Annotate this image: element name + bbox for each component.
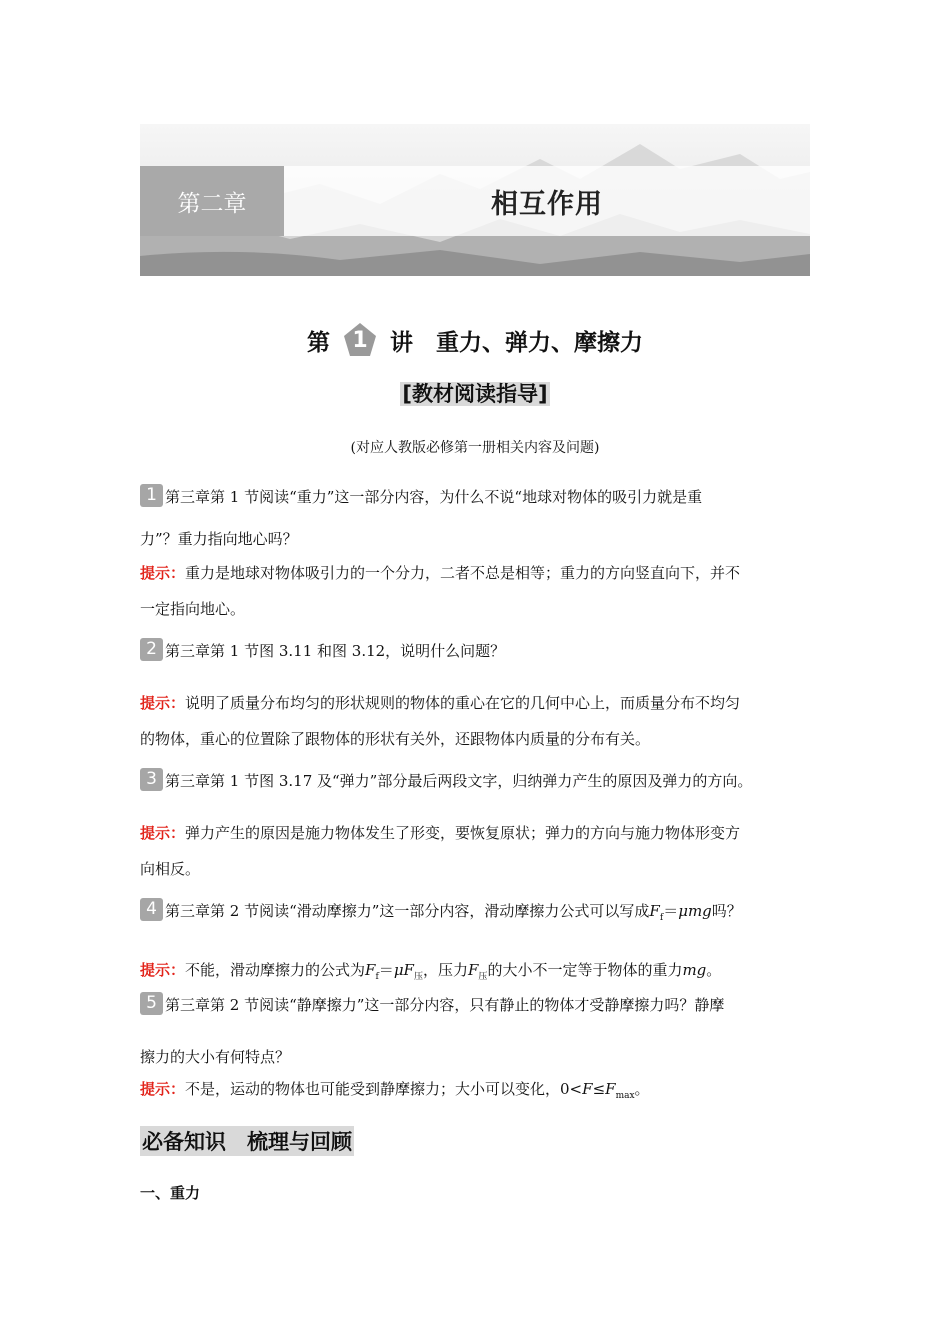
hint-formula-Fmax: F	[605, 1080, 616, 1098]
hint-label: 提示：	[140, 564, 186, 582]
question-number-badge: 3	[140, 768, 163, 791]
chapter-label: 第二章	[140, 166, 284, 236]
hint-label: 提示：	[140, 1080, 186, 1098]
hint-text: 的大小不一定等于物体的重力	[487, 961, 683, 979]
guide-subheading: (对应人教版必修第一册相关内容及问题)	[350, 440, 600, 456]
question-number-badge: 5	[140, 992, 163, 1015]
sub-heading: 一、重力	[140, 1184, 201, 1202]
formula-sub-f: f	[659, 913, 664, 923]
hint-text: 。	[634, 1080, 650, 1098]
question-4	[140, 896, 812, 992]
hint-text: 说明了质量分布均匀的形状规则的物体的重心在它的几何中心上，而质量分布不均匀	[185, 694, 741, 712]
hint-eq: ＝	[378, 961, 394, 979]
question-text: 第三章第 2 节阅读“静摩擦力”这一部分内容，只有静止的物体才受静摩擦力吗？静摩	[165, 996, 725, 1014]
question-3	[140, 766, 812, 884]
hint-sub-ya: 压	[478, 972, 488, 982]
hint-formula-F: F	[468, 961, 479, 979]
hint-text: 向相反。	[140, 860, 201, 878]
lecture-prefix: 第	[307, 329, 330, 356]
section-heading: 必备知识 梳理与回顾	[140, 1126, 354, 1156]
hint-formula-F: F	[365, 961, 376, 979]
lecture-number-badge	[342, 322, 378, 358]
hint-sub-ya: 压	[413, 972, 423, 982]
lecture-suffix: 讲 重力、弹力、摩擦力	[390, 329, 643, 356]
hint-le: ≤	[592, 1080, 606, 1098]
hint-sub-f: f	[375, 972, 379, 982]
question-text: 第三章第 1 节图 3.17 及“弹力”部分最后两段文字，归纳弹力产生的原因及弹力的方向。	[165, 772, 753, 790]
hint-text: 。	[706, 961, 722, 979]
question-tail: 吗？	[711, 902, 742, 920]
question-number-badge: 2	[140, 638, 163, 661]
question-text: 第三章第 1 节图 3.11 和图 3.12，说明什么问题？	[165, 642, 506, 660]
question-number-badge: 4	[140, 898, 163, 921]
hint-text: 的物体，重心的位置除了跟物体的形状有关外，还跟物体内质量的分布有关。	[140, 730, 651, 748]
hint-formula-mg: mg	[682, 961, 707, 979]
question-1	[140, 482, 812, 624]
question-text: 第三章第 2 节阅读“滑动摩擦力”这一部分内容，滑动摩擦力公式可以写成	[165, 902, 650, 920]
question-text: 力”？重力指向地心吗？	[140, 530, 298, 548]
question-2	[140, 636, 812, 754]
hint-label: 提示：	[140, 961, 186, 979]
lecture-number: 1	[352, 327, 368, 353]
hint-text: 重力是地球对物体吸引力的一个分力，二者不总是相等；重力的方向竖直向下，并不	[185, 564, 741, 582]
hint-label: 提示：	[140, 694, 186, 712]
hint-sub-max: max	[615, 1091, 635, 1101]
chapter-title: 相互作用	[491, 188, 603, 220]
guide-heading: [教材阅读指导]	[402, 382, 548, 406]
question-5	[140, 990, 812, 1111]
hint-text: 不能，滑动摩擦力的公式为	[185, 961, 366, 979]
hint-text: ，压力	[422, 961, 468, 979]
hint-text: 不是，运动的物体也可能受到静摩擦力；大小可以变化，0<	[185, 1080, 583, 1098]
lecture-title	[0, 322, 950, 358]
hint-label: 提示：	[140, 824, 186, 842]
hint-formula-muF: μF	[393, 961, 414, 979]
question-number-badge: 1	[140, 484, 163, 507]
hint-formula-F: F	[582, 1080, 593, 1098]
formula-F: F	[649, 902, 660, 920]
question-text: 擦力的大小有何特点？	[140, 1048, 291, 1066]
hint-text: 弹力产生的原因是施力物体发生了形变，要恢复原状；弹力的方向与施力物体形变方	[185, 824, 741, 842]
formula-eq: ＝	[663, 902, 679, 920]
question-text: 第三章第 1 节阅读“重力”这一部分内容，为什么不说“地球对物体的吸引力就是重	[165, 488, 703, 506]
formula-mu-mg: μmg	[678, 902, 712, 920]
hint-text: 一定指向地心。	[140, 600, 246, 618]
